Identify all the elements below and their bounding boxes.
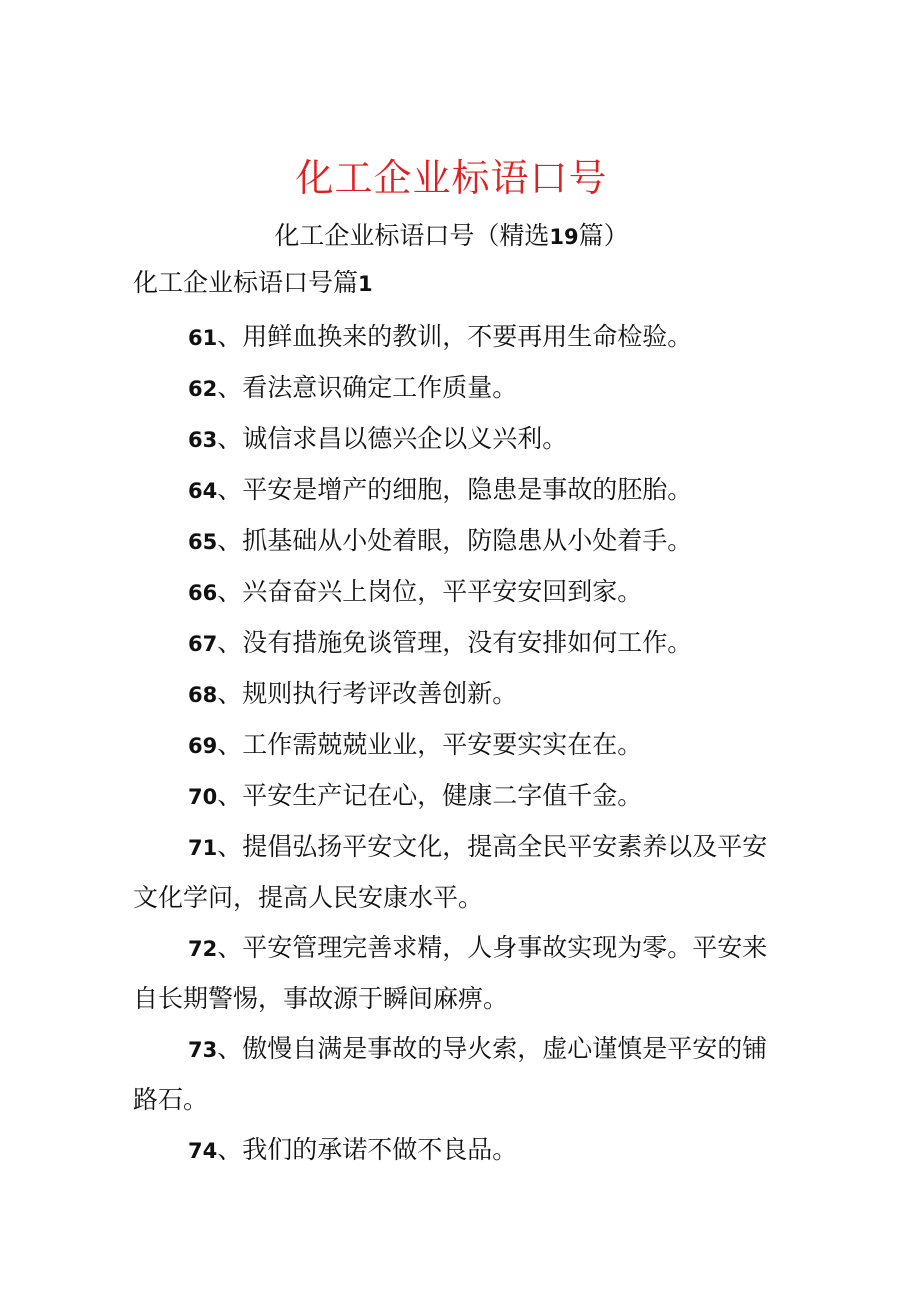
- slogan-item: [133, 414, 770, 465]
- slogan-item: [133, 1024, 770, 1125]
- slogan-number: 73: [188, 1038, 218, 1062]
- slogan-text: 、傲慢自满是事故的导火索，虚心谨慎是平安的铺路石。: [133, 1034, 768, 1114]
- document-title: 化工企业标语口号: [295, 156, 608, 200]
- slogan-text: 、工作需兢兢业业，平安要实实在在。: [217, 730, 643, 759]
- slogan-text: 、看法意识确定工作质量。: [217, 373, 518, 402]
- slogan-item: [133, 567, 770, 618]
- slogan-item: [133, 923, 770, 1024]
- slogan-number: 68: [188, 683, 218, 707]
- subtitle-prefix: 化工企业标语口号（精选: [274, 221, 550, 250]
- slogan-item: [133, 516, 770, 567]
- subtitle-suffix: 篇）: [578, 221, 629, 250]
- slogan-number: 65: [188, 530, 218, 554]
- slogan-number: 61: [188, 326, 218, 350]
- section-number: 1: [358, 272, 373, 296]
- slogan-number: 71: [188, 836, 218, 860]
- slogan-list: [133, 312, 770, 1176]
- slogan-text: 、诚信求昌以德兴企以义兴利。: [217, 424, 568, 453]
- slogan-item: [133, 822, 770, 923]
- slogan-text: 、规则执行考评改善创新。: [217, 679, 518, 708]
- slogan-item: [133, 618, 770, 669]
- document-subtitle: [133, 216, 770, 257]
- slogan-item: [133, 720, 770, 771]
- slogan-text: 、我们的承诺不做不良品。: [217, 1135, 518, 1164]
- section-heading-text: 化工企业标语口号篇: [133, 268, 359, 297]
- slogan-number: 72: [188, 937, 218, 961]
- slogan-number: 69: [188, 734, 218, 758]
- slogan-number: 74: [188, 1139, 218, 1163]
- slogan-number: 63: [188, 428, 218, 452]
- slogan-item: [133, 771, 770, 822]
- slogan-number: 67: [188, 632, 218, 656]
- slogan-text: 、提倡弘扬平安文化，提高全民平安素养以及平安文化学问，提高人民安康水平。: [133, 832, 768, 912]
- slogan-item: [133, 312, 770, 363]
- slogan-number: 64: [188, 479, 218, 503]
- subtitle-count: 19: [549, 225, 579, 249]
- slogan-text: 、用鲜血换来的教训，不要再用生命检验。: [217, 322, 693, 351]
- section-heading: [133, 263, 770, 304]
- slogan-number: 66: [188, 581, 218, 605]
- slogan-number: 62: [188, 377, 218, 401]
- slogan-item: [133, 465, 770, 516]
- slogan-text: 、没有措施免谈管理，没有安排如何工作。: [217, 628, 693, 657]
- slogan-text: 、抓基础从小处着眼，防隐患从小处着手。: [217, 526, 693, 555]
- slogan-text: 、平安是增产的细胞，隐患是事故的胚胎。: [217, 475, 693, 504]
- slogan-item: [133, 363, 770, 414]
- slogan-number: 70: [188, 785, 218, 809]
- slogan-item: [133, 669, 770, 720]
- slogan-text: 、平安管理完善求精，人身事故实现为零。平安来自长期警惕，事故源于瞬间麻痹。: [133, 933, 768, 1013]
- slogan-text: 、兴奋奋兴上岗位，平平安安回到家。: [217, 577, 643, 606]
- slogan-item: [133, 1125, 770, 1176]
- slogan-text: 、平安生产记在心，健康二字值千金。: [217, 781, 643, 810]
